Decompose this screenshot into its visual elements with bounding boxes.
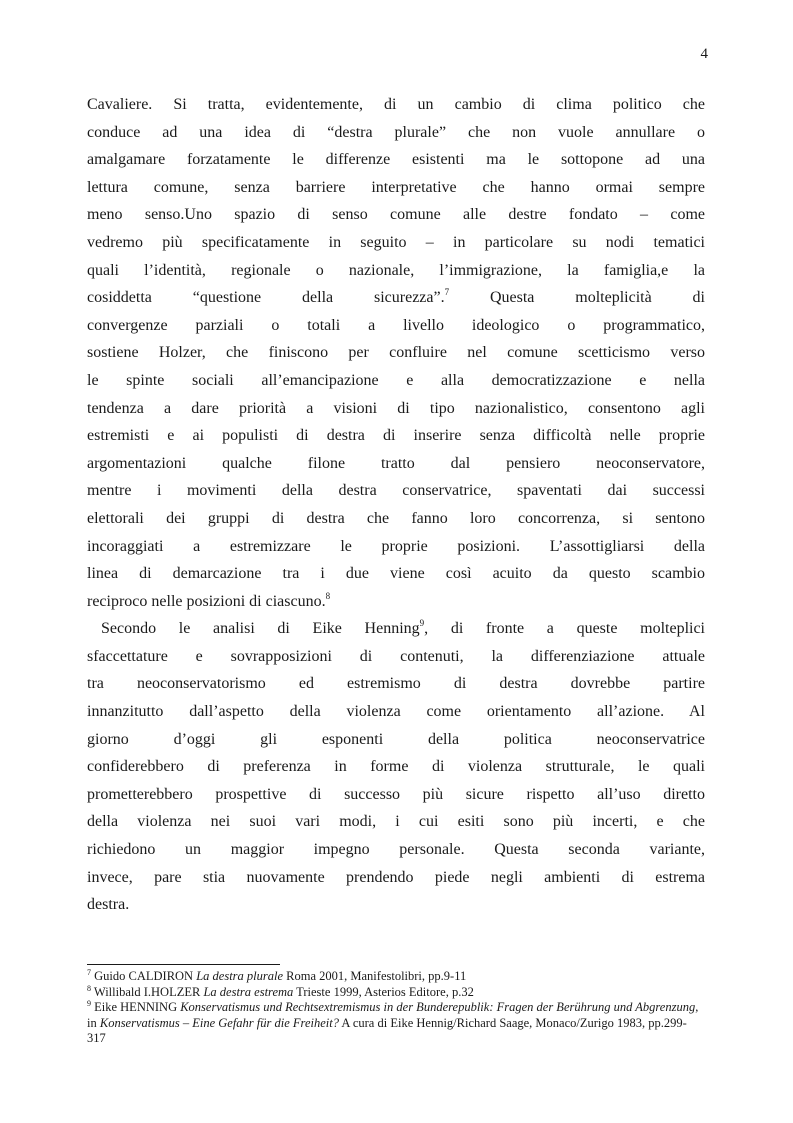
footnote-number: 9	[87, 999, 91, 1008]
footnote-number: 7	[87, 968, 91, 977]
body-line	[87, 588, 705, 616]
body-line-text: tra neoconservatorismo ed estremismo di destra dovrebbe partire	[87, 675, 705, 693]
body-line-text-continued: , di fronte a queste molteplici	[424, 620, 705, 638]
body-line	[87, 643, 705, 671]
body-line-text: mentre i movimenti della destra conservatrice, spaventati dai successi	[87, 482, 705, 500]
footnote-title: Konservatismus und Rechtsextremismus in der Bunderepublik: Fragen der Berührung und Abgrenzung	[180, 1000, 696, 1014]
body-line	[87, 781, 705, 809]
body-line	[87, 395, 705, 423]
body-line-text: quali l’identità, regionale o nazionale, l’immigrazione, la famiglia,e la	[87, 261, 705, 279]
body-line-text: linea di demarcazione tra i due viene così acuito da questo scambio	[87, 565, 705, 583]
body-line	[87, 726, 705, 754]
footnote-separator	[87, 964, 280, 965]
footnote-text: , in	[87, 1000, 699, 1030]
body-line	[87, 339, 705, 367]
footnote-text: Trieste 1999, Asterios Editore, p.32	[293, 984, 474, 999]
body-line-text-continued: Questa molteplicità di	[449, 289, 705, 307]
body-line	[87, 808, 705, 836]
body-line-text: meno senso.Uno spazio di senso comune alle destre fondato – come	[87, 206, 705, 224]
footnote	[87, 969, 705, 985]
footnote	[87, 985, 705, 1001]
body-line-text: amalgamare forzatamente le differenze esistenti ma le sottopone ad una	[87, 151, 705, 169]
body-line-text: sostiene Holzer, che finiscono per confluire nel comune scetticismo verso	[87, 344, 705, 362]
body-line-text: innanzitutto dall’aspetto della violenza come orientamento all’azione. Al	[87, 703, 705, 721]
body-line-text: invece, pare stia nuovamente prendendo piede negli ambienti di estrema	[87, 868, 705, 886]
body-line	[87, 505, 705, 533]
body-line-text: giorno d’oggi gli esponenti della politica neoconservatrice	[87, 730, 705, 748]
footnote	[87, 1000, 705, 1047]
body-line-text: incoraggiati a estremizzare le proprie posizioni. L’assottigliarsi della	[87, 537, 705, 555]
body-line	[87, 91, 705, 119]
body-line-text: Secondo le analisi di Eike Henning	[101, 620, 420, 638]
body-line-text: richiedono un maggior impegno personale. Questa seconda variante,	[87, 841, 705, 859]
footnote-reference: 9	[419, 618, 425, 629]
body-line	[87, 836, 705, 864]
body-line-text: reciproco nelle posizioni di ciascuno.	[87, 592, 326, 610]
body-line	[87, 422, 705, 450]
body-text	[87, 91, 705, 919]
body-line	[87, 450, 705, 478]
footnote-text: A cura di Eike Hennig/Richard Saage, Monaco/Zurigo 1983, pp.299-317	[87, 1015, 687, 1045]
body-line	[87, 367, 705, 395]
body-line	[87, 615, 705, 643]
footnote-title: Konservatismus – Eine Gefahr für die Freiheit?	[99, 1015, 339, 1030]
body-line	[87, 146, 705, 174]
body-line-text: prometterebbero prospettive di successo più sicure rispetto all’uso diretto	[87, 785, 705, 803]
body-line-text: cosiddetta “questione della sicurezza”.	[87, 289, 445, 307]
body-line	[87, 312, 705, 340]
body-line	[87, 284, 705, 312]
footnotes	[87, 969, 705, 1047]
body-line	[87, 560, 705, 588]
footnote-text: Guido CALDIRON	[91, 969, 197, 983]
footnote-title: La destra plurale	[196, 969, 284, 983]
body-line	[87, 119, 705, 147]
body-line	[87, 477, 705, 505]
footnote-text: Eike HENNING	[91, 1000, 181, 1014]
body-line-text: destra.	[87, 896, 130, 914]
body-line	[87, 229, 705, 257]
body-line-text: le spinte sociali all’emancipazione e alla democratizzazione e nella	[87, 371, 705, 389]
body-line-text: elettorali dei gruppi di destra che fanno loro concorrenza, si sentono	[87, 509, 705, 527]
body-line-text: convergenze parziali o totali a livello ideologico o programmatico,	[87, 316, 705, 334]
body-line-text: conduce ad una idea di “destra plurale” che non vuole annullare o	[87, 123, 705, 141]
footnote-number: 8	[87, 983, 91, 993]
body-line-text: Cavaliere. Si tratta, evidentemente, di un cambio di clima politico che	[87, 96, 705, 113]
body-line-text: confiderebbero di preferenza in forme di violenza strutturale, le quali	[87, 758, 705, 776]
body-line	[87, 201, 705, 229]
body-line-text: argomentazioni qualche filone tratto dal pensiero neoconservatore,	[87, 454, 705, 472]
body-line	[87, 698, 705, 726]
body-line	[87, 257, 705, 285]
footnote-text: Roma 2001, Manifestolibri, pp.9-11	[283, 969, 467, 983]
body-line	[87, 533, 705, 561]
body-line	[87, 174, 705, 202]
body-line-text: sfaccettature e sovrapposizioni di contenuti, la differenziazione attuale	[87, 647, 705, 665]
body-line	[87, 891, 705, 919]
page-number: 4	[700, 46, 708, 62]
footnote-reference: 8	[325, 590, 331, 601]
body-line-text: estremisti e ai populisti di destra di inserire senza difficoltà nelle proprie	[87, 427, 705, 445]
footnote-text: Willibald I.HOLZER	[91, 984, 204, 999]
footnote-title: La destra estrema	[203, 984, 294, 999]
body-line	[87, 753, 705, 781]
body-line	[87, 864, 705, 892]
body-line-text: vedremo più specificatamente in seguito – in particolare su nodi tematici	[87, 233, 705, 251]
footnote-reference: 7	[444, 287, 450, 298]
body-line-text: lettura comune, senza barriere interpretative che hanno ormai sempre	[87, 178, 705, 196]
body-line	[87, 670, 705, 698]
body-line-text: della violenza nei suoi vari modi, i cui esiti sono più incerti, e che	[87, 813, 705, 831]
body-line-text: tendenza a dare priorità a visioni di tipo nazionalistico, consentono agli	[87, 399, 705, 417]
